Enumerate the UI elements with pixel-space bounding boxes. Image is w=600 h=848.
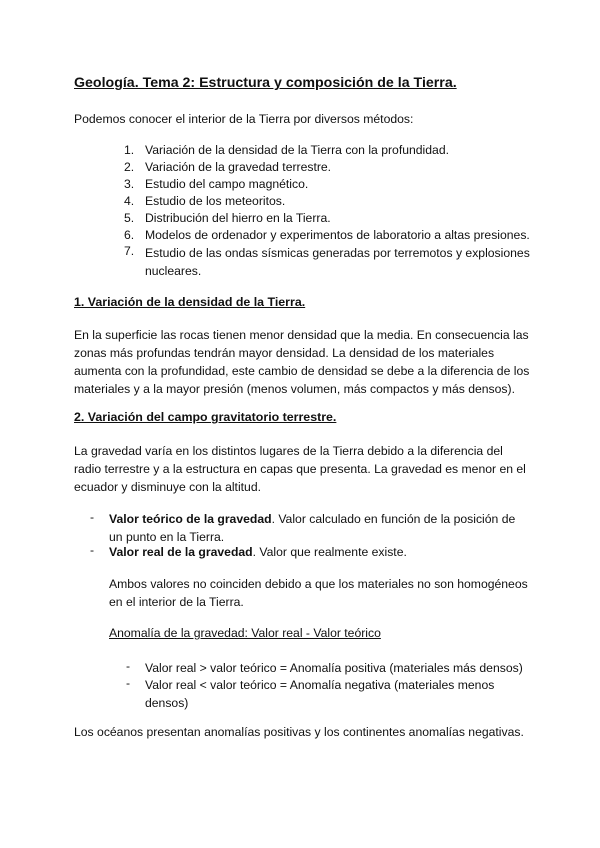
closing-sentence: Los océanos presentan anomalías positivas y los continentes anomalías negativas. <box>74 725 524 739</box>
list-number: 4. <box>124 194 135 208</box>
section-paragraph-gravity: La gravedad varía en los distintos lugares de la Tierra debido a la diferencia del radio terrestre y a la estructura en capas que presenta. La gravedad es menor en el ecuador y disminuye con la altitud. <box>74 444 526 494</box>
list-text: Modelos de ordenador y experimentos de laboratorio a altas presiones. <box>145 228 530 242</box>
document-title: Geología. Tema 2: Estructura y composición de la Tierra. <box>74 75 457 91</box>
anomaly-text: Valor real < valor teórico = Anomalía negativa (materiales menos densos) <box>145 678 495 710</box>
list-dash: - <box>90 543 95 557</box>
list-number: 3. <box>124 177 135 191</box>
list-number: 7. <box>124 244 135 258</box>
section-heading-gravity: 2. Variación del campo gravitatorio terrestre. <box>74 410 337 424</box>
list-number: 6. <box>124 228 135 242</box>
anomaly-title: Anomalía de la gravedad: Valor real - Valor teórico <box>109 626 381 640</box>
homogeneity-note: Ambos valores no coinciden debido a que los materiales no son homogéneos en el interior de la Tierra. <box>109 577 528 609</box>
section-heading-density: 1. Variación de la densidad de la Tierra. <box>74 295 306 309</box>
list-text: Estudio del campo magnético. <box>145 177 309 191</box>
term-description: . Valor calculado en función de la posición de un punto en la Tierra. <box>109 512 516 544</box>
list-dash: - <box>90 510 95 524</box>
list-dash: - <box>126 659 131 673</box>
list-number: 5. <box>124 211 135 225</box>
intro-text: Podemos conocer el interior de la Tierra por diversos métodos: <box>74 112 414 126</box>
section-paragraph-density: En la superficie las rocas tienen menor densidad que la media. En consecuencia las zonas más profundas tendrán mayor densidad. La densidad de los materiales aumenta con la profundidad, este cambio de densidad se debe a la diferencia de los materiales y a la mayor presión (menos volumen, más compactos y más densos). <box>74 328 530 396</box>
list-text: Variación de la densidad de la Tierra con la profundidad. <box>145 143 449 157</box>
list-number: 2. <box>124 160 135 174</box>
term-bold: Valor teórico de la gravedad <box>109 512 272 526</box>
term-description: . Valor que realmente existe. <box>252 545 407 559</box>
list-text: Distribución del hierro en la Tierra. <box>145 211 331 225</box>
list-number: 1. <box>124 143 135 157</box>
list-text: Variación de la gravedad terrestre. <box>145 160 332 174</box>
list-dash: - <box>126 676 131 690</box>
list-text: Estudio de los meteoritos. <box>145 194 286 208</box>
term-bold: Valor real de la gravedad <box>109 545 253 559</box>
anomaly-text: Valor real > valor teórico = Anomalía positiva (materiales más densos) <box>145 661 523 675</box>
list-text: Estudio de las ondas sísmicas generadas por terremotos y explosiones nucleares. <box>145 246 530 278</box>
